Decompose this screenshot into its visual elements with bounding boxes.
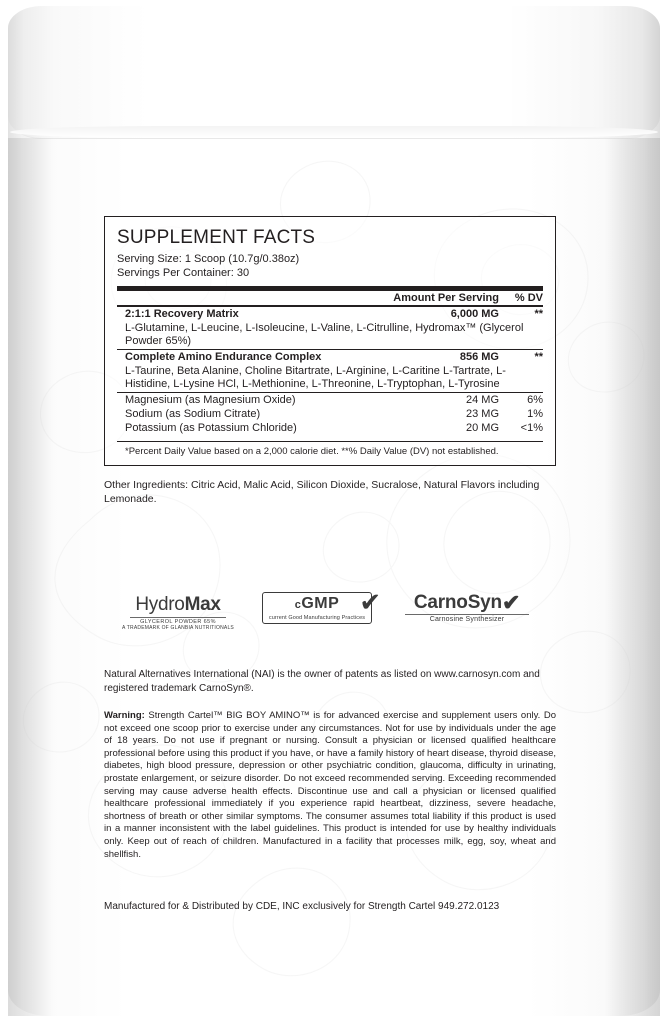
row-name: Sodium (as Sodium Citrate) (125, 408, 261, 420)
row-dv: <1% (520, 422, 543, 434)
serving-size: Serving Size: 1 Scoop (10.7g/0.38oz) (117, 253, 300, 265)
carnosyn-subtitle: Carnosine Synthesizer (429, 616, 505, 623)
row-dv: 6% (527, 394, 543, 406)
row-amount: 20 MG (465, 422, 499, 434)
row-amount: 23 MG (465, 408, 499, 420)
hydromax-name-part2: Max (184, 594, 221, 615)
table-row (117, 350, 543, 364)
header-blank (117, 291, 393, 305)
warning-label: Warning: (104, 710, 145, 721)
row-name: 2:1:1 Recovery Matrix (125, 308, 239, 320)
cgmp-logo (258, 587, 382, 624)
table-row (117, 393, 543, 407)
hydromax-divider (130, 617, 226, 618)
row-dv: 1% (527, 408, 543, 420)
cgmp-subtitle: current Good Manufacturing Practices (268, 615, 366, 621)
blend-table-2 (117, 350, 543, 392)
manufacturer-statement: Manufactured for & Distributed by CDE, INC exclusively for Strength Cartel 949.272.0123 (104, 901, 500, 912)
supplement-facts-box (104, 216, 556, 466)
check-icon: ✔ (359, 587, 382, 617)
servings-per-container: Servings Per Container: 30 (117, 267, 250, 279)
carnosyn-wordmark (392, 592, 542, 614)
cgmp-wordmark (269, 595, 365, 613)
row-amount: 24 MG (465, 394, 499, 406)
hydromax-trademark-note: A TRADEMARK OF GLANBIA NUTRITIONALS (122, 625, 234, 631)
table-row-detail (117, 321, 543, 349)
check-icon: ✔ (501, 590, 521, 615)
header-amount-per-serving: Amount Per Serving (393, 292, 499, 304)
carnosyn-logo (392, 592, 542, 623)
row-dv: ** (534, 351, 543, 363)
warning-text: Strength Cartel™ BIG BOY AMINO™ is for advanced exercise and supplement users only. Do not exceed one scoop prior to exercise under any circumstances. Not for use by individuals under the age of 18 years. Do not use if pregnant or nursing. Consult a physician or licensed qualified healthcare professional before using this product if you have, or have a family history of heart disease, thyroid disease, diabetes, high blood pressure, depression or other psychiatric condition, glaucoma, difficulty in urinating, prostate enlargement, or seizure disorder. Do not exceed recommended serving. Exceeding recommended serving may cause adverse health effects. Discontinue use and call a physician or licensed qualified healthcare professional immediately if you experience rapid heartbeat, dizziness, severe headache, shortness of breath or other similar symptoms. The consumer assumes total liability if this product is used in a manner inconsistent with the label guidelines. This product is intended for use by healthy individuals only. Keep out of reach of children. Manufactured in a facility that processes milk, egg, soy, wheat and shellfish. (104, 710, 556, 860)
carnosyn-name: CarnoSyn (413, 592, 502, 613)
other-ingredients: Other Ingredients: Citric Acid, Malic Acid, Silicon Dioxide, Sucralose, Natural Flavors including Lemonade. (104, 479, 540, 505)
cgmp-main-text: GMP (301, 595, 340, 612)
row-name: Magnesium (as Magnesium Oxide) (125, 394, 296, 406)
cgmp-prefix: c (294, 599, 302, 611)
panel-title: SUPPLEMENT FACTS (117, 227, 316, 248)
cgmp-badge (262, 587, 382, 624)
row-amount: 6,000 MG (450, 308, 499, 320)
certification-logos (104, 587, 556, 640)
row-name: Potassium (as Potassium Chloride) (125, 422, 297, 434)
hydromax-wordmark (108, 594, 248, 616)
table-row (117, 421, 543, 435)
header-percent-dv: % DV (514, 292, 543, 304)
minerals-table (117, 393, 543, 435)
daily-value-footnote: *Percent Daily Value based on a 2,000 calorie diet. **% Daily Value (DV) not established. (125, 446, 499, 457)
hydromax-name-part1: Hydro (135, 594, 185, 615)
row-name: Complete Amino Endurance Complex (125, 351, 322, 363)
table-header-row (117, 291, 543, 305)
warning-paragraph (104, 710, 556, 861)
row-dv: ** (534, 308, 543, 320)
row-detail: L-Glutamine, L-Leucine, L-Isoleucine, L-Valine, L-Citrulline, Hydromax™ (Glycerol Powder 65%) (125, 322, 524, 347)
blend-table-1 (117, 307, 543, 349)
hydromax-logo (108, 594, 248, 631)
hydromax-subtitle: GLYCEROL POWDER 65% (140, 619, 216, 625)
row-detail: L-Taurine, Beta Alanine, Choline Bitartrate, L-Arginine, L-Caritine L-Tartrate, L-Histidine, L-Lysine HCl, L-Methionine, L-Threonine, L-Tryptophan, L-Tyrosine (125, 365, 506, 390)
nai-patent-statement: Natural Alternatives International (NAI) is the owner of patents as listed on www.carnosyn.com and registered trademark CarnoSyn®. (104, 669, 540, 694)
nutrition-table (117, 291, 543, 305)
table-row (117, 307, 543, 321)
table-row-detail (117, 364, 543, 392)
table-row (117, 407, 543, 421)
row-amount: 856 MG (459, 351, 499, 363)
supplement-facts-panel (104, 216, 556, 506)
